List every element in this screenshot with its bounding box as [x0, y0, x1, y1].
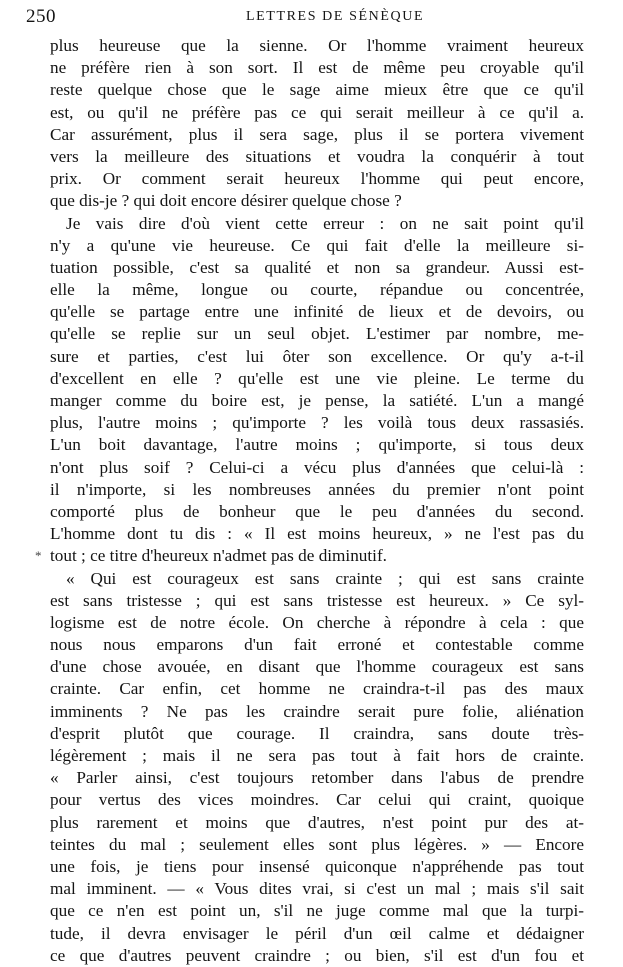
margin-mark: *	[35, 547, 42, 563]
text-line: logisme est de notre école. On cherche à répondre à cela : que	[50, 612, 584, 632]
text-line: est, ou qu'il ne préfère pas ce qui serait meilleur à ce qu'il a.	[50, 102, 584, 122]
text-line: plus heureuse que la sienne. Or l'homme vraiment heureux	[50, 36, 584, 55]
text-line: L'homme dont tu dis : « Il est moins heureux, » ne l'est pas du	[50, 524, 584, 544]
text-line: sure et parties, c'est lui ôter son excellence. Or qu'y a-t-il	[50, 346, 584, 366]
text-line: d'une chose avouée, en disant que l'homme courageux est sans	[50, 657, 584, 677]
text-line: nous nous emparons d'un fait erroné et contestable comme	[50, 635, 584, 655]
text-line: légèrement ; mais il ne sera pas tout à fait hors de crainte.	[50, 746, 584, 765]
text-line: d'esprit plutôt que courage. Il craindra, sans doute très-	[50, 723, 584, 743]
text-line: n'y a qu'une vie heureuse. Ce qui fait d'elle la meilleure si-	[50, 235, 584, 255]
running-title: LETTRES DE SÉNÈQUE	[246, 9, 425, 24]
text-line: « Qui est courageux est sans crainte ; qui est sans crainte	[66, 568, 584, 588]
text-line: prix. Or comment serait heureux l'homme qui peut encore,	[50, 169, 584, 189]
text-line: qu'elle se replie sur un seul objet. L'estimer par nombre, me-	[50, 324, 584, 344]
text-line: plus rarement et moins que d'autres, n'est point pur des at-	[50, 812, 584, 832]
text-line: il n'importe, si les nombreuses années du premier n'ont point	[50, 479, 584, 499]
text-line: vers la meilleure des situations et voudra la conquérir à tout	[50, 146, 584, 166]
page-header	[26, 2, 592, 30]
text-line: que ce n'en est point un, s'il ne juge comme mal que la turpi-	[50, 901, 584, 921]
text-line: Car assurément, plus il sera sage, plus il se portera vivement	[50, 124, 584, 144]
text-line: L'un boit davantage, l'autre moins ; qu'importe, si tous deux	[50, 435, 584, 455]
text-line: ce que d'autres peuvent craindre ; ou bien, s'il est d'un fou et	[50, 945, 584, 965]
text-line: pour vertus des vices moindres. Car celui qui craint, quoique	[50, 790, 584, 810]
text-line: comporté plus de bonheur que le peu d'années du second.	[50, 501, 584, 521]
text-line: qu'elle se partage entre une infinité de lieux et de devoirs, ou	[50, 302, 584, 322]
text-line: reste quelque chose que le sage aime mieux être que ce qu'il	[50, 80, 584, 100]
text-line: plus, l'autre moins ; qu'importe ? les voilà tous deux rassasiés.	[50, 413, 584, 433]
page-number: 250	[26, 6, 56, 27]
text-line: crainte. Car enfin, cet homme ne craindra-t-il pas des maux	[50, 679, 584, 699]
text-line: mal imminent. — « Vous dites vrai, si c'est un mal ; mais s'il sait	[50, 879, 584, 899]
text-line: une fois, je tiens pour insensé quiconque n'appréhende pas tout	[50, 856, 584, 876]
text-line: est sans tristesse ; qui est sans tristesse est heureux. » Ce syl-	[50, 590, 584, 610]
text-line: imminents ? Ne pas les craindre serait pure folie, aliénation	[50, 701, 584, 721]
text-line: ne préfère rien à son sort. Il est de même peu croyable qu'il	[50, 58, 584, 78]
text-line: « Parler ainsi, c'est toujours retomber dans l'abus de prendre	[50, 768, 584, 788]
text-line: elle la même, longue ou courte, répandue ou concentrée,	[50, 280, 584, 300]
text-line: teintes du mal ; seulement elles sont plus légères. » — Encore	[50, 834, 584, 854]
text-line: Je vais dire d'où vient cette erreur : on ne sait point qu'il	[66, 213, 584, 233]
text-line: que dis-je ? qui doit encore désirer quelque chose ?	[50, 191, 402, 211]
body-text	[35, 35, 584, 967]
text-line: n'ont plus soif ? Celui-ci a vécu plus d'années que celui-là :	[50, 457, 584, 477]
text-line: d'excellent en elle ? qu'elle est une vie pleine. Le terme du	[50, 368, 584, 388]
text-line: tuation possible, c'est sa qualité et non sa grandeur. Aussi est-	[50, 257, 584, 277]
text-line: manger comme du boire est, je pense, la satiété. L'un a mangé	[50, 391, 584, 410]
text-line: tude, il devra envisager le péril d'un œil calme et dédaigner	[50, 923, 584, 943]
text-line: tout ; ce titre d'heureux n'admet pas de diminutif.	[50, 546, 387, 566]
